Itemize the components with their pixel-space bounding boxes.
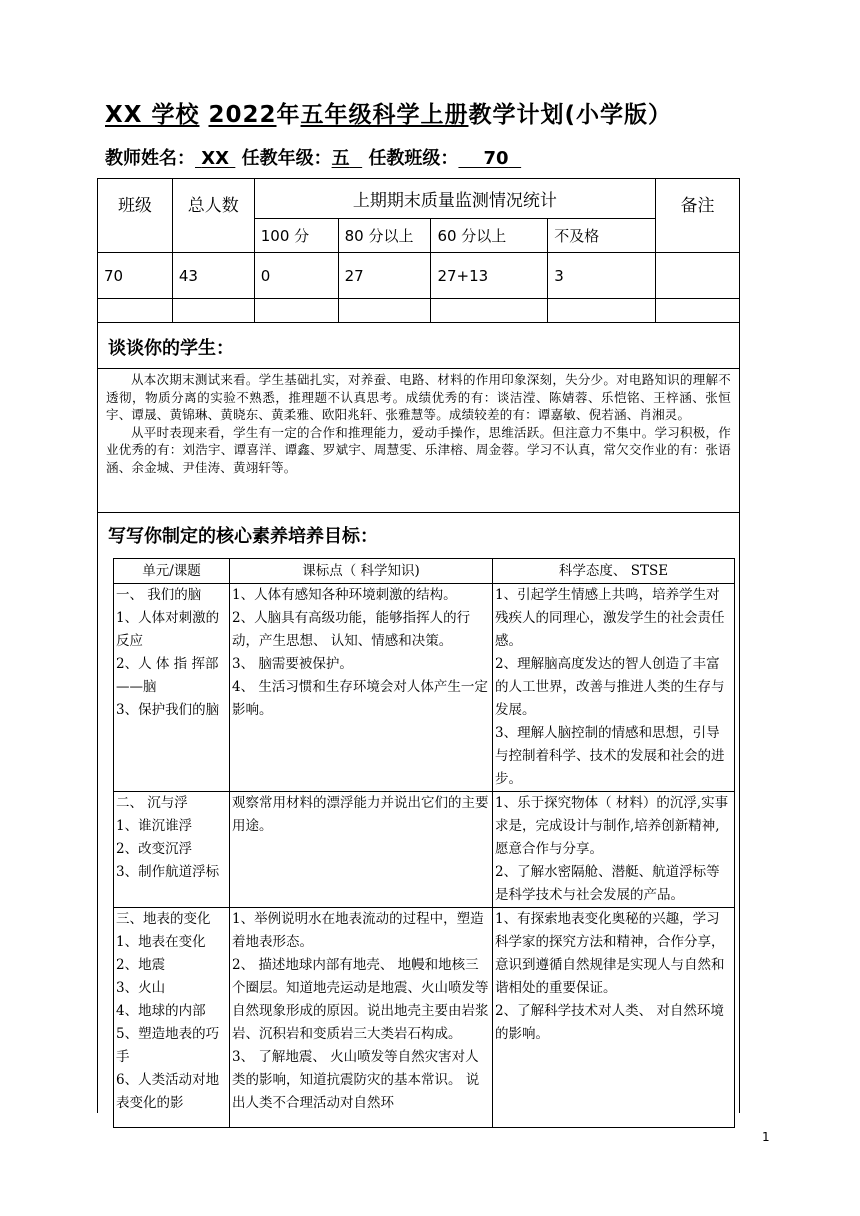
cell-60: 27+13 [431, 253, 548, 299]
title-school: XX 学校 [105, 102, 200, 128]
cell-100: 0 [254, 253, 338, 299]
unit-2-attitude: 1、乐于探究物体（ 材料）的沉浮,实事求是，完成设计与制作,培养创新精神,愿意合作与分享。 2、了解水密隔舱、潜艇、航道浮标等是科学技术与社会发展的产品。 [493, 792, 735, 908]
subheader-fail: 不及格 [548, 219, 656, 253]
title-year: 2022 [208, 102, 277, 128]
students-section-body [97, 369, 740, 513]
subheader-100: 100 分 [254, 219, 338, 253]
goals-table [113, 558, 735, 1128]
teacher-class-value: 70 [483, 148, 509, 169]
header-stats: 上期期末质量监测情况统计 [254, 179, 655, 219]
document-title [105, 96, 672, 129]
students-paragraph-2: 从平时表现来看，学生有一定的合作和推理能力，爱动手操作，思维活跃。但注意力不集中。学习积极，作业优秀的有：刘浩宇、谭喜洋、谭鑫、罗斌宇、周慧雯、乐津榕、周金蓉。学习不认真，常欠交作业的有：张语涵、余金城、尹佳涛、黄翊轩等。 [106, 424, 731, 475]
teacher-name-value: XX [201, 148, 230, 169]
students-paragraph-1: 从本次期末测试来看。学生基础扎实，对养蚕、电路、材料的作用印象深刻，失分少。对电路知识的理解不透彻，物质分离的实验不熟悉，推理题不认真思考。成绩优秀的有：谈洁滢、陈婧蓉、乐恺铭、王梓涵、张恒宇、谭晟、黄锦琳、黄晓东、黄柔雅、欧阳兆轩、张雅慧等。成绩较差的有：谭嘉敏、倪若涵、肖湘灵。 [106, 372, 731, 422]
header-note: 备注 [656, 179, 740, 253]
unit-1-cell: 一、 我们的脑 1、人体对刺激的 反应 2、人 体 指 挥部——脑 3、保护我们的脑 [114, 584, 230, 792]
teacher-class-label: 任教班级： [368, 148, 459, 169]
goals-section-title: 写写你制定的核心素养培养目标： [108, 526, 378, 547]
header-class: 班级 [98, 179, 173, 253]
unit-3-knowledge: 1、举例说明水在地表流动的过程中，塑造着地表形态。 2、 描述地球内部有地壳、 地幔和地核三个圈层。知道地壳运动是地震、火山喷发等自然现象形成的原因。说出地壳主要由岩浆岩、沉积岩和变质岩三大类岩石构成。 3、 了解地震、 火山喷发等自然灾害对人类的影响，知道抗震防灾的基本常识。 说出人类不合理活动对自然环 [230, 908, 493, 1128]
header-total: 总人数 [172, 179, 254, 253]
title-year-suffix: 年 [276, 102, 301, 128]
subheader-60: 60 分以上 [431, 219, 548, 253]
teacher-grade-value: 五 [331, 148, 350, 169]
exam-stats-table [97, 178, 740, 323]
title-suffix: 教学计划(小学版） [468, 102, 673, 128]
students-section-header [97, 322, 740, 369]
cell-80: 27 [338, 253, 431, 299]
unit-1-knowledge: 1、人体有感知各种环境刺激的结构。 2、人脑具有高级功能，能够指挥人的行动，产生思想、 认知、情感和决策。 3、 脑需要被保护。 4、 生活习惯和生存环境会对人体产生一定影响。 [230, 584, 493, 792]
goals-header-unit: 单元/课题 [114, 559, 230, 584]
page-number: 1 [762, 1130, 770, 1144]
unit-2-cell: 二、 沉与浮 1、谁沉谁浮 2、改变沉浮 3、制作航道浮标 [114, 792, 230, 908]
subheader-80: 80 分以上 [338, 219, 431, 253]
students-section-title: 谈谈你的学生： [108, 338, 234, 359]
unit-3-attitude: 1、有探索地表变化奥秘的兴趣，学习科学家的探究方法和精神，合作分享，意识到遵循自然规律是实现人与自然和谐相处的重要保证。 2、了解科学技术对人类、 对自然环境的影响。 [493, 908, 735, 1128]
unit-1-attitude: 1、引起学生情感上共鸣，培养学生对残疾人的同理心，激发学生的社会责任感。 2、理解脑高度发达的智人创造了丰富的人工世界，改善与推进人类的生存与发展。 3、理解人脑控制的情感和思想，引导与控制着科学、技术的发展和社会的进步。 [493, 584, 735, 792]
goals-header-attitude: 科学态度、 STSE [493, 559, 735, 584]
teacher-name-label: 教师姓名： [105, 148, 195, 169]
cell-note [656, 253, 740, 299]
teacher-info-line [105, 144, 521, 170]
title-grade-subject: 五年级科学上册 [300, 102, 469, 128]
cell-class: 70 [98, 253, 173, 299]
unit-2-knowledge: 观察常用材料的漂浮能力并说出它们的主要用途。 [230, 792, 493, 908]
unit-3-cell: 三、地表的变化 1、地表在变化 2、地震 3、火山 4、地球的内部 5、塑造地表的巧手 6、人类活动对地表变化的影 [114, 908, 230, 1128]
cell-total: 43 [172, 253, 254, 299]
cell-fail: 3 [548, 253, 656, 299]
teacher-grade-label: 任教年级： [241, 148, 332, 169]
goals-header-knowledge: 课标点（ 科学知识) [230, 559, 493, 584]
